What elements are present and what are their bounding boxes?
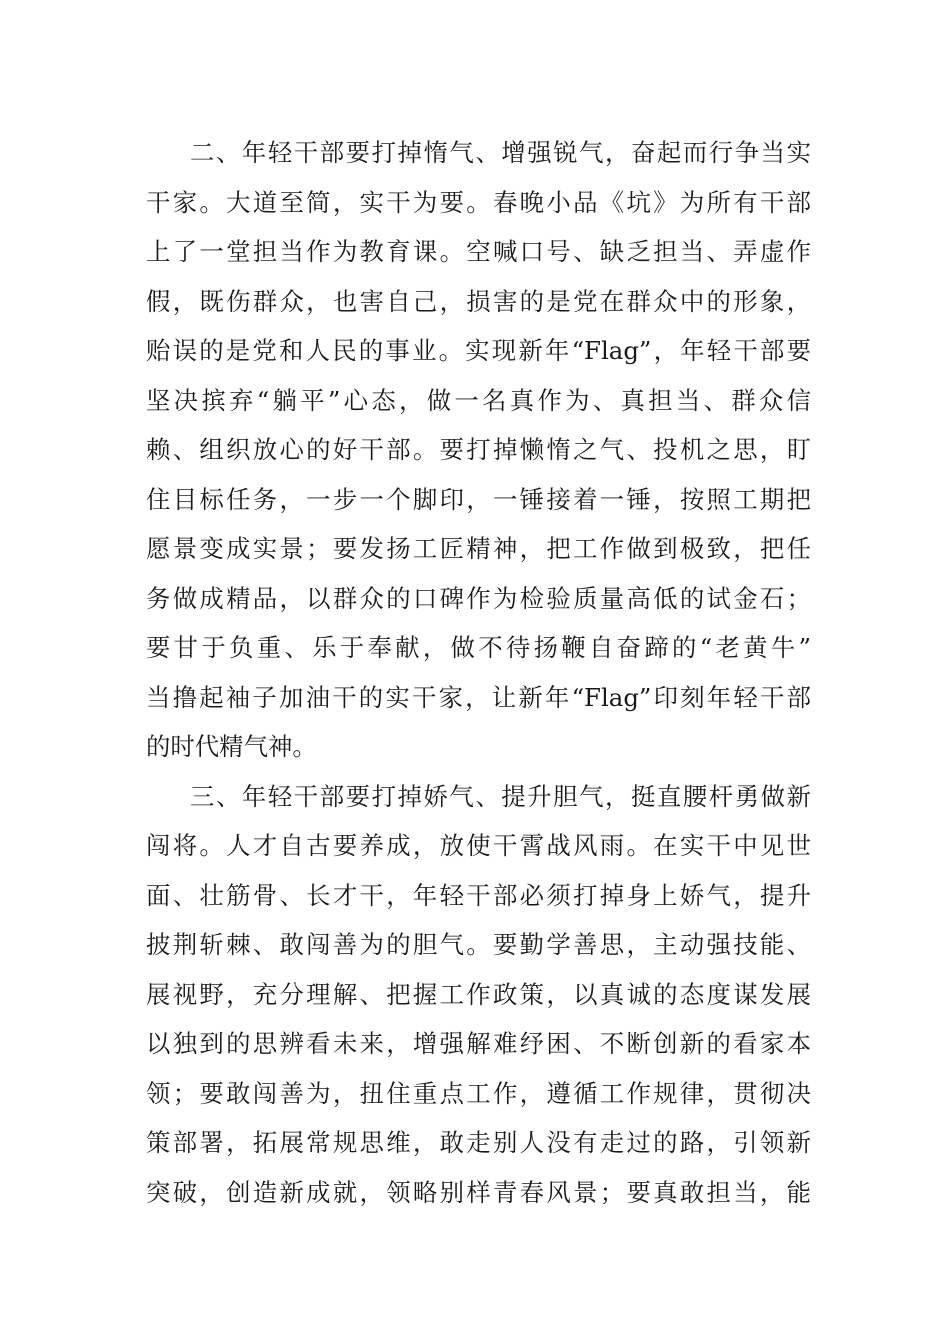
document-body bbox=[146, 128, 811, 1217]
text-line: 三、年轻干部要打掉娇气、提升胆气，挺直腰杆勇做新 bbox=[190, 781, 811, 811]
text-line: 策部署，拓展常规思维，敢走别人没有走过的路，引领新 bbox=[146, 1128, 811, 1157]
text-line: 赖、组织放心的好干部。要打掉懒惰之气、投机之思，盯 bbox=[146, 435, 811, 464]
text-line: 披荆斩棘、敢闯善为的胆气。要勤学善思，主动强技能、 bbox=[146, 930, 811, 959]
text-line: 贻误的是党和人民的事业。实现新年“Flag”，年轻干部要 bbox=[146, 336, 811, 365]
text-line: 要甘于负重、乐于奉献，做不待扬鞭自奋蹄的“老黄牛” bbox=[146, 633, 811, 662]
paragraph-3 bbox=[146, 772, 811, 1218]
text-line: 的时代精气神。 bbox=[146, 732, 317, 761]
text-line: 住目标任务，一步一个脚印，一锤接着一锤，按照工期把 bbox=[146, 484, 811, 514]
text-line: 愿景变成实景；要发扬工匠精神，把工作做到极致，把任 bbox=[146, 534, 811, 563]
text-line: 领；要敢闯善为，扭住重点工作，遵循工作规律，贯彻决 bbox=[146, 1078, 811, 1108]
text-line: 当撸起袖子加油干的实干家，让新年“Flag”印刻年轻干部 bbox=[146, 682, 811, 712]
text-line: 坚决摈弃“躺平”心态，做一名真作为、真担当、群众信 bbox=[146, 385, 811, 415]
text-line: 面、壮筋骨、长才干，年轻干部必须打掉身上娇气，提升 bbox=[146, 880, 811, 910]
text-line: 以独到的思辨看未来，增强解难纾困、不断创新的看家本 bbox=[146, 1029, 811, 1058]
text-line: 展视野，充分理解、把握工作政策，以真诚的态度谋发展 bbox=[146, 979, 811, 1009]
text-line: 二、年轻干部要打掉惰气、增强锐气，奋起而行争当实 bbox=[190, 138, 811, 167]
text-line: 假，既伤群众，也害自己，损害的是党在群众中的形象， bbox=[146, 286, 811, 316]
text-line: 闯将。人才自古要养成，放使干霄战风雨。在实干中见世 bbox=[146, 831, 811, 860]
paragraph-2 bbox=[146, 128, 811, 772]
text-line: 务做成精品，以群众的口碑作为检验质量高低的试金石； bbox=[146, 583, 811, 613]
text-line: 突破，创造新成就，领略别样青春风景；要真敢担当，能 bbox=[146, 1177, 811, 1207]
text-line: 上了一堂担当作为教育课。空喊口号、缺乏担当、弄虚作 bbox=[146, 237, 811, 266]
text-line: 干家。大道至简，实干为要。春晚小品《坑》为所有干部 bbox=[146, 187, 811, 217]
